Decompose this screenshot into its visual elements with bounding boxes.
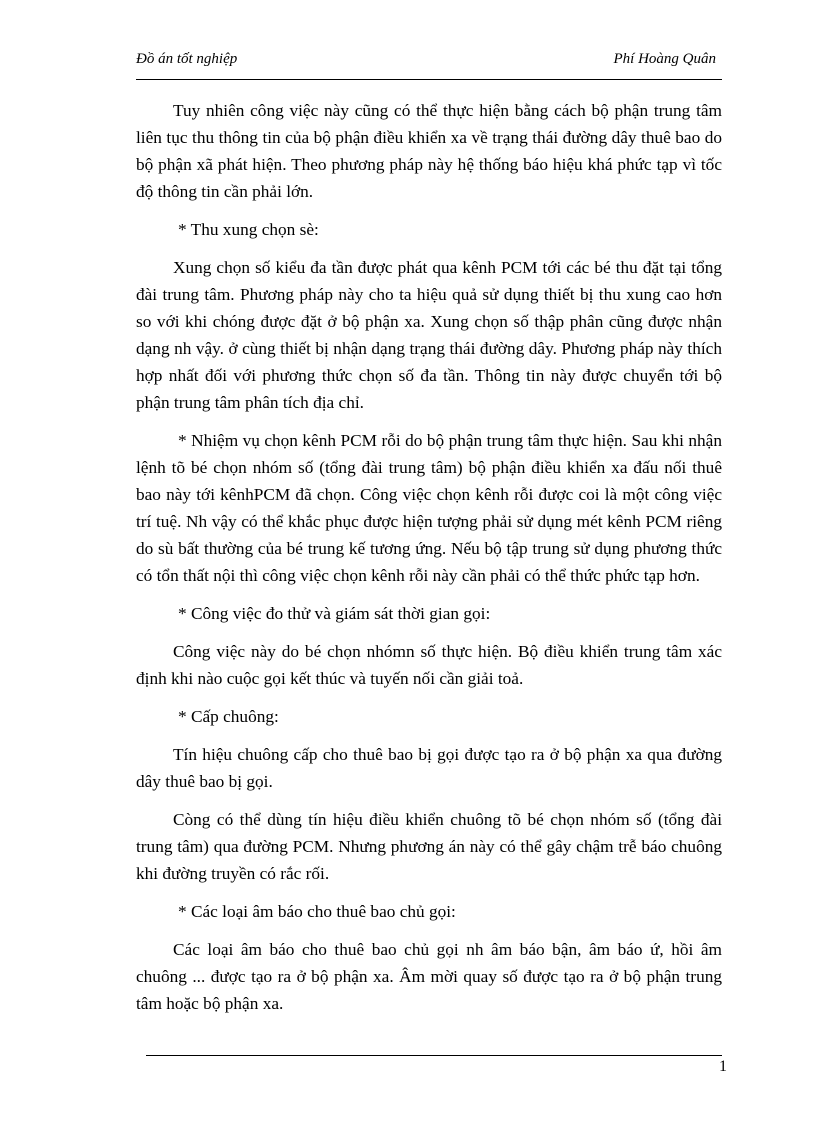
page-number: 1 (719, 1058, 727, 1075)
section-heading: * Thu xung chọn sè: (178, 220, 319, 239)
section-heading: * Các loại âm báo cho thuê bao chủ gọi: (178, 902, 456, 921)
paragraph: Tuy nhiên công việc này cũng có thể thực hiện bằng cách bộ phận trung tâm liên tục thu thông tin của bộ phận điều khiển xa về trạng thái đường dây thuê bao do bộ phận xã phát hiện. Theo phương pháp này hệ thống báo hiệu khá phức tạp vì tốc độ thông tin cần phải lớn. (136, 101, 722, 201)
paragraph: Tín hiệu chuông cấp cho thuê bao bị gọi được tạo ra ở bộ phận xa qua đường dây thuê bao bị gọi. (136, 745, 722, 791)
page-header (136, 49, 722, 80)
paragraph: Còng có thể dùng tín hiệu điều khiển chuông tõ bé chọn nhóm số (tổng đài trung tâm) qua đường PCM. Nhưng phương án này có thể gây chậm trễ báo chuông khi đường truyền có rắc rối. (136, 810, 722, 883)
paragraph: Các loại âm báo cho thuê bao chủ gọi nh âm báo bận, âm báo ứ, hồi âm chuông ... được tạo ra ở bộ phận xa. Âm mời quay số được tạo ra ở bộ phận trung tâm hoặc bộ phận xa. (136, 940, 722, 1013)
paragraph: Công việc này do bé chọn nhómn số thực hiện. Bộ điều khiển trung tâm xác định khi nào cuộc gọi kết thúc và tuyến nối cần giải toả. (136, 642, 722, 688)
paragraph: Xung chọn số kiểu đa tần được phát qua kênh PCM tới các bé thu đặt tại tổng đài trung tâm. Phương pháp này cho ta hiệu quả sử dụng thiết bị thu xung cao hơn so với khi chóng được đặt ở bộ phận xa. Xung chọn số thập phân cũng được nhận dạng nh vậy. ở cùng thiết bị nhận dạng trạng thái đường dây. Phương pháp này thích hợp nhất đối với phương thức chọn số đa tần. Thông tin này được chuyển tới bộ phận trung tâm phân tích địa chỉ. (136, 258, 722, 412)
header-author-name: Phí Hoàng Quân (613, 51, 716, 67)
paragraph: * Nhiệm vụ chọn kênh PCM rỗi do bộ phận trung tâm thực hiện. Sau khi nhận lệnh tõ bé chọn nhóm số (tổng đài trung tâm) bộ phận điều khiển xa đấu nối thuê bao này tới kênhPCM đã chọn. Công việc chọn kênh rỗi được coi là một công việc trí tuệ. Nh vậy có thể khắc phục được hiện tượng phải sử dụng mét kênh PCM riêng do sù bất thường của bé trung kế tương ứng. Nếu bộ tập trung sử dụng phương thức có tổn thất nội thì công việc chọn kênh rỗi này cần phải có thể thức phức tạp hơn. (136, 431, 722, 585)
header-document-title: Đồ án tốt nghiệp (136, 51, 238, 67)
section-heading: * Cấp chuông: (178, 707, 279, 726)
footer-divider (146, 1055, 722, 1056)
document-body (136, 97, 722, 1028)
section-heading: * Công việc đo thử và giám sát thời gian gọi: (178, 604, 491, 623)
